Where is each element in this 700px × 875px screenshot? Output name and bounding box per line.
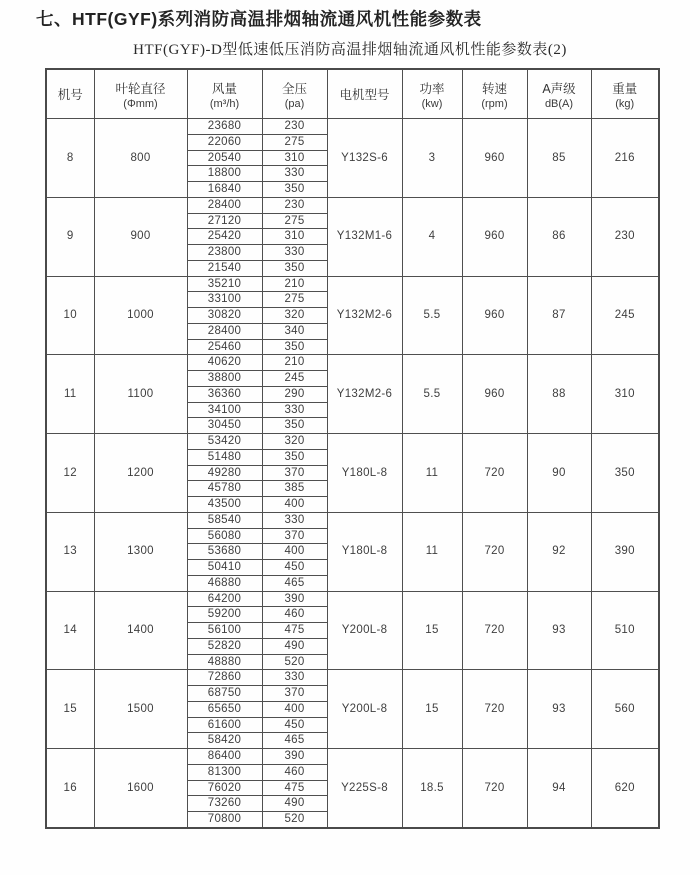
noise-level-cell: 85 xyxy=(527,119,591,198)
header-label: 风量 xyxy=(211,81,237,96)
total-pressure-cell: 330 xyxy=(262,512,327,528)
speed-cell: 960 xyxy=(462,276,527,355)
header-unit: dB(A) xyxy=(544,97,574,110)
noise-level-cell: 86 xyxy=(527,197,591,276)
air-volume-cell: 23800 xyxy=(187,245,262,261)
machine-no-cell: 12 xyxy=(46,434,94,513)
air-volume-cell: 40620 xyxy=(187,355,262,371)
air-volume-cell: 61600 xyxy=(187,717,262,733)
air-volume-cell: 25420 xyxy=(187,229,262,245)
impeller-diameter-cell: 1300 xyxy=(94,512,187,591)
noise-level-cell: 88 xyxy=(527,355,591,434)
total-pressure-cell: 310 xyxy=(262,150,327,166)
motor-model-cell: Y200L-8 xyxy=(327,670,402,749)
machine-no-cell: 11 xyxy=(46,355,94,434)
impeller-diameter-cell: 1500 xyxy=(94,670,187,749)
header-unit: (rpm) xyxy=(481,97,508,110)
total-pressure-cell: 390 xyxy=(262,749,327,765)
header-label: 重量 xyxy=(612,81,638,96)
header-unit: (Φmm) xyxy=(123,97,158,110)
total-pressure-cell: 330 xyxy=(262,402,327,418)
header-row xyxy=(46,69,659,119)
weight-cell: 245 xyxy=(591,276,659,355)
machine-no-cell: 10 xyxy=(46,276,94,355)
header-label: 叶轮直径 xyxy=(115,81,166,96)
total-pressure-cell: 245 xyxy=(262,371,327,387)
air-volume-cell: 65650 xyxy=(187,701,262,717)
power-cell: 18.5 xyxy=(402,749,462,828)
speed-cell: 720 xyxy=(462,591,527,670)
total-pressure-cell: 465 xyxy=(262,575,327,591)
page-title: 七、HTF(GYF)系列消防高温排烟轴流通风机性能参数表 xyxy=(36,9,482,29)
impeller-diameter-cell: 900 xyxy=(94,197,187,276)
air-volume-cell: 27120 xyxy=(187,213,262,229)
header-label: 功率 xyxy=(419,81,445,96)
total-pressure-cell: 320 xyxy=(262,434,327,450)
total-pressure-cell: 275 xyxy=(262,292,327,308)
power-cell: 11 xyxy=(402,512,462,591)
table-row xyxy=(46,197,659,213)
total-pressure-cell: 330 xyxy=(262,166,327,182)
column-header-impeller-diameter xyxy=(94,69,187,119)
air-volume-cell: 36360 xyxy=(187,386,262,402)
column-header-air-volume xyxy=(187,69,262,119)
total-pressure-cell: 400 xyxy=(262,544,327,560)
noise-level-cell: 94 xyxy=(527,749,591,828)
air-volume-cell: 53680 xyxy=(187,544,262,560)
motor-model-cell: Y225S-8 xyxy=(327,749,402,828)
power-cell: 15 xyxy=(402,670,462,749)
speed-cell: 720 xyxy=(462,434,527,513)
weight-cell: 390 xyxy=(591,512,659,591)
noise-level-cell: 87 xyxy=(527,276,591,355)
total-pressure-cell: 275 xyxy=(262,134,327,150)
total-pressure-cell: 460 xyxy=(262,764,327,780)
weight-cell: 350 xyxy=(591,434,659,513)
total-pressure-cell: 230 xyxy=(262,119,327,135)
table-row xyxy=(46,749,659,765)
air-volume-cell: 30820 xyxy=(187,308,262,324)
header-label: A声级 xyxy=(542,81,576,96)
power-cell: 4 xyxy=(402,197,462,276)
motor-model-cell: Y200L-8 xyxy=(327,591,402,670)
motor-model-cell: Y180L-8 xyxy=(327,434,402,513)
air-volume-cell: 28400 xyxy=(187,197,262,213)
total-pressure-cell: 390 xyxy=(262,591,327,607)
total-pressure-cell: 210 xyxy=(262,276,327,292)
air-volume-cell: 23680 xyxy=(187,119,262,135)
impeller-diameter-cell: 1400 xyxy=(94,591,187,670)
weight-cell: 560 xyxy=(591,670,659,749)
air-volume-cell: 28400 xyxy=(187,323,262,339)
power-cell: 11 xyxy=(402,434,462,513)
air-volume-cell: 20540 xyxy=(187,150,262,166)
air-volume-cell: 52820 xyxy=(187,638,262,654)
header-unit: (pa) xyxy=(284,97,305,110)
noise-level-cell: 90 xyxy=(527,434,591,513)
air-volume-cell: 68750 xyxy=(187,686,262,702)
table-row xyxy=(46,512,659,528)
machine-no-cell: 16 xyxy=(46,749,94,828)
air-volume-cell: 25460 xyxy=(187,339,262,355)
weight-cell: 620 xyxy=(591,749,659,828)
total-pressure-cell: 450 xyxy=(262,717,327,733)
air-volume-cell: 53420 xyxy=(187,434,262,450)
speed-cell: 720 xyxy=(462,749,527,828)
table-row xyxy=(46,355,659,371)
column-header-power xyxy=(402,69,462,119)
header-label: 全压 xyxy=(281,81,307,96)
total-pressure-cell: 490 xyxy=(262,796,327,812)
power-cell: 15 xyxy=(402,591,462,670)
header-unit: (kw) xyxy=(421,97,443,110)
machine-no-cell: 15 xyxy=(46,670,94,749)
total-pressure-cell: 490 xyxy=(262,638,327,654)
air-volume-cell: 38800 xyxy=(187,371,262,387)
motor-model-cell: Y132M1-6 xyxy=(327,197,402,276)
header-label: 转速 xyxy=(481,81,507,96)
machine-no-cell: 13 xyxy=(46,512,94,591)
header-unit: (m³/h) xyxy=(209,97,240,110)
table-row xyxy=(46,119,659,135)
speed-cell: 720 xyxy=(462,512,527,591)
air-volume-cell: 43500 xyxy=(187,497,262,513)
total-pressure-cell: 460 xyxy=(262,607,327,623)
impeller-diameter-cell: 800 xyxy=(94,119,187,198)
air-volume-cell: 59200 xyxy=(187,607,262,623)
air-volume-cell: 70800 xyxy=(187,812,262,828)
weight-cell: 216 xyxy=(591,119,659,198)
weight-cell: 230 xyxy=(591,197,659,276)
total-pressure-cell: 310 xyxy=(262,229,327,245)
power-cell: 3 xyxy=(402,119,462,198)
speed-cell: 720 xyxy=(462,670,527,749)
speed-cell: 960 xyxy=(462,355,527,434)
header-label: 电机型号 xyxy=(339,88,390,102)
column-header-total-pressure xyxy=(262,69,327,119)
air-volume-cell: 56100 xyxy=(187,623,262,639)
total-pressure-cell: 350 xyxy=(262,449,327,465)
motor-model-cell: Y132M2-6 xyxy=(327,355,402,434)
total-pressure-cell: 370 xyxy=(262,686,327,702)
motor-model-cell: Y132S-6 xyxy=(327,119,402,198)
total-pressure-cell: 400 xyxy=(262,497,327,513)
total-pressure-cell: 475 xyxy=(262,623,327,639)
total-pressure-cell: 475 xyxy=(262,780,327,796)
column-header-weight xyxy=(591,69,659,119)
air-volume-cell: 58420 xyxy=(187,733,262,749)
air-volume-cell: 22060 xyxy=(187,134,262,150)
air-volume-cell: 73260 xyxy=(187,796,262,812)
column-header-noise-level xyxy=(527,69,591,119)
air-volume-cell: 50410 xyxy=(187,560,262,576)
air-volume-cell: 56080 xyxy=(187,528,262,544)
impeller-diameter-cell: 1200 xyxy=(94,434,187,513)
noise-level-cell: 93 xyxy=(527,670,591,749)
total-pressure-cell: 520 xyxy=(262,812,327,828)
total-pressure-cell: 350 xyxy=(262,182,327,198)
air-volume-cell: 48880 xyxy=(187,654,262,670)
air-volume-cell: 21540 xyxy=(187,260,262,276)
total-pressure-cell: 370 xyxy=(262,528,327,544)
air-volume-cell: 33100 xyxy=(187,292,262,308)
impeller-diameter-cell: 1600 xyxy=(94,749,187,828)
impeller-diameter-cell: 1000 xyxy=(94,276,187,355)
table-subtitle: HTF(GYF)-D型低速低压消防高温排烟轴流通风机性能参数表(2) xyxy=(133,42,567,58)
table-body xyxy=(46,119,659,828)
machine-no-cell: 14 xyxy=(46,591,94,670)
table-row xyxy=(46,591,659,607)
air-volume-cell: 51480 xyxy=(187,449,262,465)
table-row xyxy=(46,276,659,292)
total-pressure-cell: 400 xyxy=(262,701,327,717)
total-pressure-cell: 370 xyxy=(262,465,327,481)
total-pressure-cell: 290 xyxy=(262,386,327,402)
table-header xyxy=(46,69,659,119)
header-label: 机号 xyxy=(57,88,83,102)
impeller-diameter-cell: 1100 xyxy=(94,355,187,434)
air-volume-cell: 16840 xyxy=(187,182,262,198)
power-cell: 5.5 xyxy=(402,276,462,355)
total-pressure-cell: 230 xyxy=(262,197,327,213)
noise-level-cell: 93 xyxy=(527,591,591,670)
total-pressure-cell: 275 xyxy=(262,213,327,229)
total-pressure-cell: 385 xyxy=(262,481,327,497)
total-pressure-cell: 465 xyxy=(262,733,327,749)
weight-cell: 510 xyxy=(591,591,659,670)
machine-no-cell: 9 xyxy=(46,197,94,276)
air-volume-cell: 30450 xyxy=(187,418,262,434)
air-volume-cell: 81300 xyxy=(187,764,262,780)
fan-performance-table xyxy=(45,68,660,829)
total-pressure-cell: 210 xyxy=(262,355,327,371)
total-pressure-cell: 520 xyxy=(262,654,327,670)
air-volume-cell: 49280 xyxy=(187,465,262,481)
total-pressure-cell: 340 xyxy=(262,323,327,339)
air-volume-cell: 58540 xyxy=(187,512,262,528)
column-header-motor-model xyxy=(327,69,402,119)
air-volume-cell: 18800 xyxy=(187,166,262,182)
column-header-speed xyxy=(462,69,527,119)
total-pressure-cell: 350 xyxy=(262,418,327,434)
speed-cell: 960 xyxy=(462,119,527,198)
table-row xyxy=(46,670,659,686)
power-cell: 5.5 xyxy=(402,355,462,434)
total-pressure-cell: 330 xyxy=(262,245,327,261)
total-pressure-cell: 330 xyxy=(262,670,327,686)
motor-model-cell: Y132M2-6 xyxy=(327,276,402,355)
machine-no-cell: 8 xyxy=(46,119,94,198)
noise-level-cell: 92 xyxy=(527,512,591,591)
header-unit: (kg) xyxy=(615,97,635,110)
total-pressure-cell: 320 xyxy=(262,308,327,324)
air-volume-cell: 45780 xyxy=(187,481,262,497)
air-volume-cell: 34100 xyxy=(187,402,262,418)
motor-model-cell: Y180L-8 xyxy=(327,512,402,591)
air-volume-cell: 76020 xyxy=(187,780,262,796)
air-volume-cell: 35210 xyxy=(187,276,262,292)
column-header-machine-no xyxy=(46,69,94,119)
air-volume-cell: 72860 xyxy=(187,670,262,686)
table-row xyxy=(46,434,659,450)
weight-cell: 310 xyxy=(591,355,659,434)
air-volume-cell: 64200 xyxy=(187,591,262,607)
air-volume-cell: 46880 xyxy=(187,575,262,591)
total-pressure-cell: 350 xyxy=(262,260,327,276)
speed-cell: 960 xyxy=(462,197,527,276)
total-pressure-cell: 450 xyxy=(262,560,327,576)
total-pressure-cell: 350 xyxy=(262,339,327,355)
air-volume-cell: 86400 xyxy=(187,749,262,765)
